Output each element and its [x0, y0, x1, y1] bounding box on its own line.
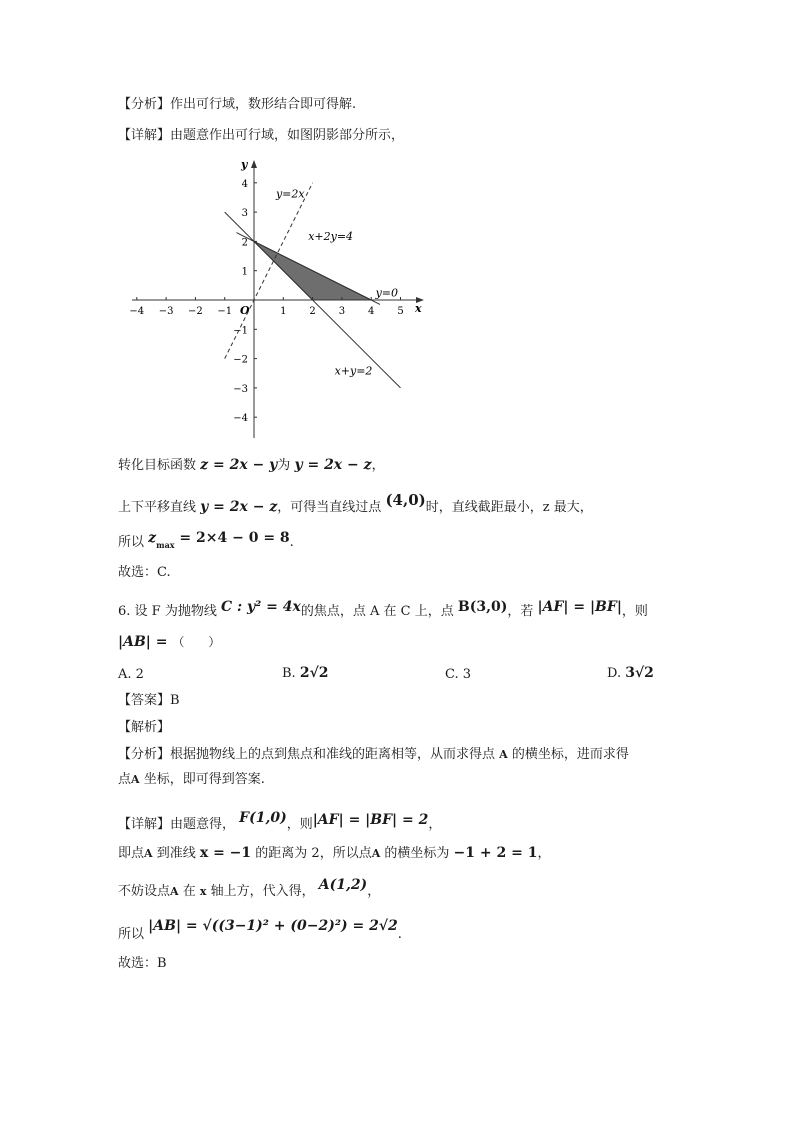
x-tick-label: 3 — [338, 306, 346, 317]
analysis-paragraph: 【分析】作出可行域，数形结合即可得解. — [118, 97, 357, 112]
feasible-region-graph — [124, 156, 434, 446]
y-axis-arrow — [251, 160, 257, 168]
transformed-function: y = 2x − z — [294, 457, 372, 473]
label-y-2x: y=2x — [275, 187, 305, 201]
optimal-point: (4,0) — [385, 491, 426, 509]
y-axis-label: y — [241, 158, 248, 171]
x-tick-label: 2 — [309, 306, 316, 317]
condition: |AF| = |BF| — [537, 599, 622, 615]
y-tick-label: −3 — [233, 383, 248, 395]
origin-label: O — [240, 304, 250, 317]
analysis-2: 【分析】根据抛物线上的点到焦点和准线的距离相等，从而求得点 A 的横坐标，进而求得 — [118, 747, 629, 762]
label-y-0: y=0 — [375, 286, 399, 300]
x-tick-label: −4 — [129, 306, 145, 317]
y-tick-label: 3 — [241, 208, 248, 220]
distance-formula: |AB| = √((3−1)² + (0−2)²) = 2√2 — [148, 918, 398, 934]
x-tick-label: 5 — [397, 306, 404, 317]
detail-2: 【详解】由题意得， F(1,0)，则|AF| = |BF| = 2， — [118, 810, 442, 832]
so-line-2: 所以 |AB| = √((3−1)² + (0−2)²) = 2√2. — [118, 918, 402, 942]
so-line-1: 所以 $z_{max} = 2\times 4 - 0 = 8$. — [118, 530, 294, 550]
y-tick-label: −2 — [233, 354, 248, 366]
objective-function: z = 2x − y — [200, 457, 278, 473]
option-d: D. 3√2 — [607, 665, 654, 681]
analysis-2-cont: 点A 坐标，即可得到答案. — [118, 772, 265, 787]
y-tick-label: 2 — [241, 237, 248, 249]
option-c: C. 3 — [445, 667, 472, 682]
directrix-line: 即点A 到准线 x = −1 的距离为 2，所以点A 的横坐标为 −1 + 2 = 1， — [118, 845, 551, 861]
question-6: 6. 设 F 为抛物线 C : y² = 4x的焦点，点 A 在 C 上，点 B(3,0)，若 |AF| = |BF|，则 — [118, 599, 648, 619]
y-tick-label: −1 — [233, 325, 248, 337]
option-b: B. 2√2 — [282, 665, 329, 681]
question-6-cont: |AB| = （ ） — [118, 634, 221, 650]
convert-line: 转化目标函数 z = 2x − y为 y = 2x − z， — [118, 457, 385, 473]
assume-line: 不妨设点A 在 x 轴上方，代入得， A(1,2)， — [118, 877, 381, 899]
translate-line: 上下平移直线 y = 2x − z，可得当直线过点 (4,0)时，直线截距最小，z 最大， — [118, 491, 593, 515]
choose-line-2: 故选：B — [118, 956, 167, 971]
label-x-2y-4: x+2y=4 — [308, 229, 354, 243]
answer: 【答案】B — [118, 693, 180, 708]
solution-heading: 【解析】 — [118, 720, 171, 735]
x-tick-label: −2 — [188, 306, 203, 317]
x-tick-label: 4 — [368, 306, 375, 317]
x-tick-label: 1 — [280, 306, 287, 317]
detail-paragraph: 【详解】由题意作出可行域，如图阴影部分所示， — [118, 128, 405, 143]
label-x-y-2: x+y=2 — [334, 364, 373, 378]
x-tick-label: −3 — [158, 306, 174, 317]
x-axis-label: x — [415, 302, 422, 315]
parabola-equation: C : y² = 4x — [220, 599, 301, 615]
y-tick-label: 4 — [241, 178, 248, 190]
option-a: A. 2 — [118, 667, 144, 682]
y-tick-label: 1 — [241, 266, 248, 278]
point-b: B(3,0) — [457, 599, 508, 615]
x-tick-label: −1 — [217, 306, 233, 317]
y-tick-label: −4 — [233, 413, 248, 425]
choose-line-1: 故选：C. — [118, 565, 171, 580]
